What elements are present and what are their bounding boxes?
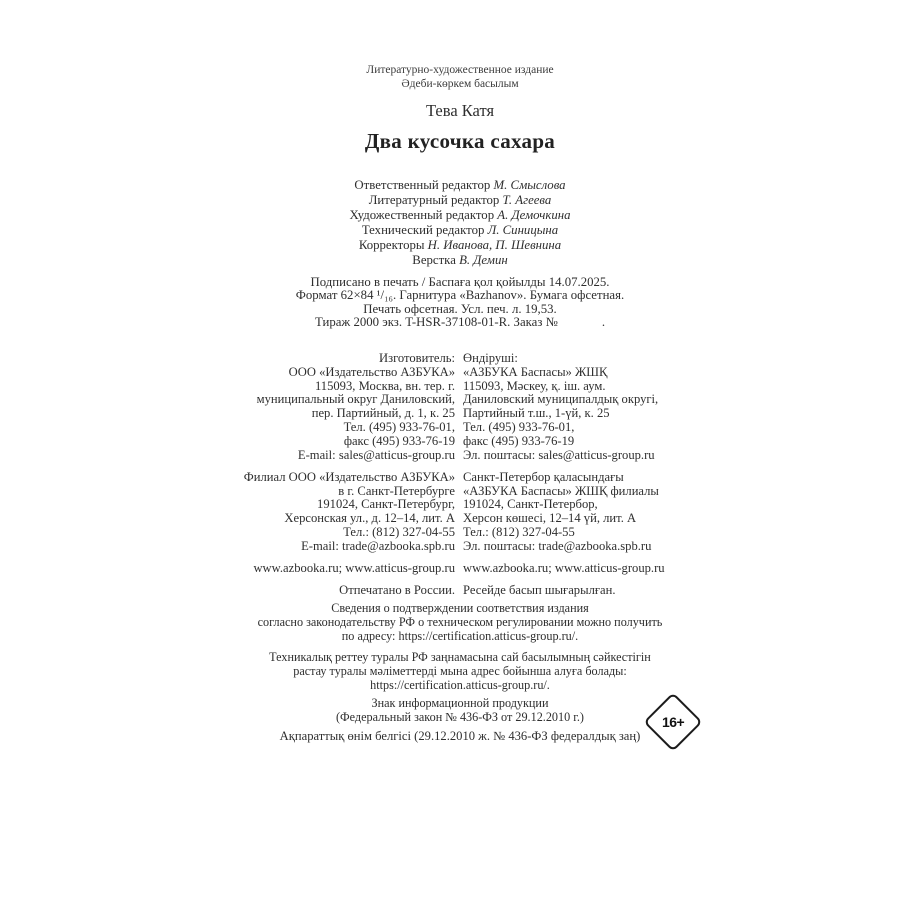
branch-kz-line: Санкт-Петербор қаласындағы	[463, 469, 624, 484]
staff-role: Технический редактор	[361, 223, 488, 237]
conformity-kz-line: растау туралы мәліметтерді мына адрес бойынша алуға болады:	[293, 664, 627, 678]
print-signed-line: Подписано в печать / Баспаға қол қойылды 14.07.2025.	[310, 275, 610, 289]
staff-line	[25, 223, 895, 238]
manufacturer-ru-line: Тел. (495) 933-76-01,	[343, 419, 455, 434]
branch-ru-line: Херсонская ул., д. 12–14, лит. А	[284, 511, 455, 526]
branch-ru-line: 191024, Санкт-Петербург,	[317, 497, 455, 512]
conformity-kz-line: https://certification.atticus-group.ru/.	[370, 678, 550, 692]
website-line-ru: www.azbooka.ru; www.atticus-group.ru	[253, 561, 455, 576]
conformity-notice-kz	[25, 650, 895, 692]
publisher-column-ru	[148, 352, 455, 598]
conformity-notice-ru	[25, 601, 895, 643]
staff-line	[25, 193, 895, 208]
manufacturer-ru-line: пер. Партийный, д. 1, к. 25	[311, 406, 455, 421]
staff-person: Л. Синицына	[487, 223, 559, 237]
print-tirazh-line	[25, 316, 895, 329]
staff-person: Т. Агеева	[502, 193, 552, 207]
manufacturer-kz-line: 115093, Мәскеу, қ. іш. аум.	[463, 378, 606, 393]
conformity-ru-line: по адресу: https://certification.atticus-group.ru/.	[341, 629, 579, 643]
info-product-sign-kz: Ақпараттық өнім белгісі (29.12.2010 ж. № 436-ФЗ федералдық заң)	[279, 729, 641, 743]
manufacturer-ru-line: Изготовитель:	[379, 351, 455, 365]
print-details	[25, 276, 895, 330]
branch-ru-line: в г. Санкт-Петербурге	[338, 483, 455, 498]
printed-in-kz: Ресейде басып шығарылған.	[463, 583, 616, 598]
manufacturer-ru-line: муниципальный округ Даниловский,	[256, 392, 455, 407]
print-format-line: Формат 62×84 ¹/₁₆. Гарнитура «Bazhanov». Бумага офсетная.	[295, 288, 625, 303]
staff-person: М. Смыслова	[493, 178, 566, 192]
staff-person: А. Демочкина	[497, 208, 571, 222]
staff-person: Н. Иванова, П. Шевнина	[427, 238, 562, 252]
manufacturer-ru-line: E-mail: sales@atticus-group.ru	[297, 447, 455, 462]
author-name: Тева Катя	[425, 101, 495, 120]
staff-person: В. Демин	[459, 253, 508, 267]
manufacturer-ru-line: 115093, Москва, вн. тер. г.	[314, 378, 455, 393]
staff-role: Художественный редактор	[349, 208, 498, 222]
manufacturer-kz-line: Тел. (495) 933-76-01,	[463, 419, 575, 434]
edition-note-kz: Әдеби-көркем басылым	[401, 78, 519, 90]
manufacturer-kz-line: Партийный т.ш., 1-үй, к. 25	[463, 406, 610, 421]
staff-line	[25, 253, 895, 268]
print-offset-line: Печать офсетная. Усл. печ. л. 19,53.	[363, 301, 557, 316]
staff-line	[25, 178, 895, 193]
manufacturer-kz-line: факс (495) 933-76-19	[463, 433, 575, 448]
conformity-ru-line: Сведения о подтверждении соответствия издания	[331, 601, 589, 615]
staff-role: Литературный редактор	[368, 193, 503, 207]
tirazh-text: Тираж 2000 экз. T-HSR-37108-01-R. Заказ №	[314, 315, 558, 330]
branch-kz-line: «АЗБУКА Баспасы» ЖШҚ филиалы	[463, 483, 659, 498]
branch-kz-line: Тел.: (812) 327-04-55	[463, 525, 575, 540]
publisher-column-kz	[463, 352, 773, 598]
branch-kz-line: Херсон көшесі, 12–14 үй, лит. А	[463, 511, 637, 526]
website-line-kz: www.azbooka.ru; www.atticus-group.ru	[463, 561, 665, 576]
edition-note-ru: Литературно-художественное издание	[366, 64, 554, 76]
conformity-kz-line: Техникалық реттеу туралы РФ заңнамасына сай басылымның сәйкестігін	[269, 650, 651, 664]
manufacturer-ru-line: факс (495) 933-76-19	[343, 433, 455, 448]
manufacturer-kz-line: Эл. поштасы: sales@atticus-group.ru	[463, 447, 655, 462]
info-sign-line: Знак информационной продукции	[371, 696, 549, 710]
manufacturer-kz-line: Даниловский муниципалдық округі,	[463, 392, 659, 407]
manufacturer-ru-line: ООО «Издательство АЗБУКА»	[288, 364, 455, 379]
branch-kz-line: Эл. поштасы: trade@azbooka.spb.ru	[463, 538, 652, 553]
staff-role: Верстка	[412, 253, 460, 267]
staff-line	[25, 238, 895, 253]
book-title: Два кусочка сахара	[364, 129, 556, 153]
manufacturer-kz-line: Өндіруші:	[463, 351, 518, 365]
info-product-sign-ru	[25, 696, 895, 724]
age-rating-label: 16+	[661, 714, 685, 730]
branch-ru-line: Филиал ООО «Издательство АЗБУКА»	[243, 469, 455, 484]
edition-note	[25, 63, 895, 91]
staff-credits	[25, 178, 895, 268]
staff-line	[25, 208, 895, 223]
branch-kz-line: 191024, Санкт-Петербор,	[463, 497, 598, 512]
printed-in-ru: Отпечатано в России.	[339, 583, 455, 598]
manufacturer-kz-line: «АЗБУКА Баспасы» ЖШҚ	[463, 364, 608, 379]
branch-ru-line: Тел.: (812) 327-04-55	[343, 525, 455, 540]
staff-role: Корректоры	[358, 238, 428, 252]
staff-role: Ответственный редактор	[354, 178, 494, 192]
branch-ru-line: E-mail: trade@azbooka.spb.ru	[301, 538, 455, 553]
tirazh-period: .	[601, 315, 606, 330]
conformity-ru-line: согласно законодательству РФ о техническом регулировании можно получить	[257, 615, 663, 629]
info-sign-line: (Федеральный закон № 436-ФЗ от 29.12.2010 г.)	[336, 710, 584, 724]
